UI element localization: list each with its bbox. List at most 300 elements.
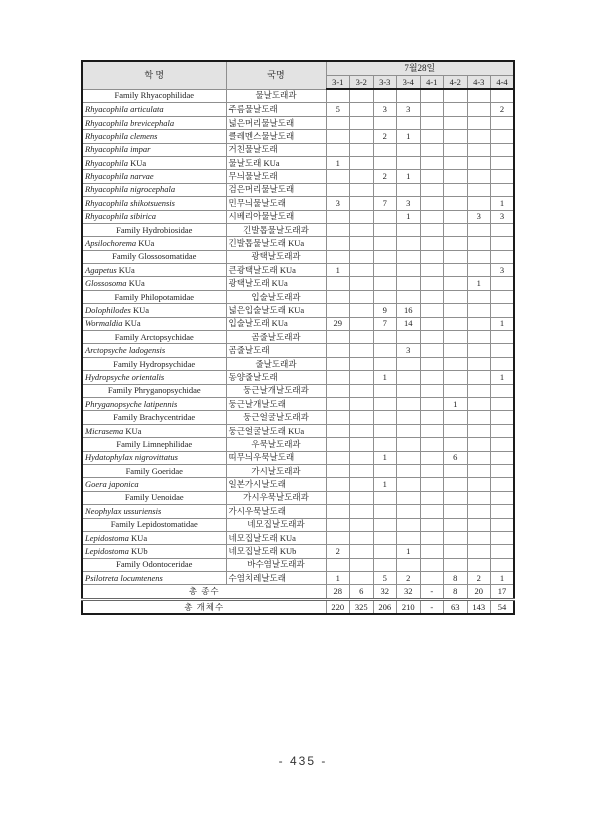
abundance-cell [350, 505, 374, 518]
species-row [82, 143, 514, 156]
species-row [82, 183, 514, 196]
korean-name-cell: 민무늬물날도래 [226, 197, 326, 210]
abundance-cell: 1 [373, 371, 397, 384]
abundance-cell [444, 384, 468, 397]
scientific-name-cell: Family Odontoceridae [82, 558, 226, 571]
abundance-cell [326, 451, 350, 464]
species-row [82, 277, 514, 290]
korean-name-cell: 네모집날도래 KUa [226, 531, 326, 544]
abundance-cell [350, 411, 374, 424]
abundance-cell [350, 210, 374, 223]
abundance-cell [397, 237, 421, 250]
abundance-cell [373, 344, 397, 357]
abundance-cell: 2 [491, 103, 515, 116]
abundance-cell [397, 491, 421, 504]
abundance-cell [467, 264, 491, 277]
abundance-cell [467, 156, 491, 169]
abundance-cell [467, 518, 491, 531]
abundance-cell [397, 478, 421, 491]
scientific-name-cell: Hydropsyche orientalis [82, 371, 226, 384]
abundance-cell [467, 103, 491, 116]
abundance-cell [326, 464, 350, 477]
species-row [82, 478, 514, 491]
abundance-cell [467, 331, 491, 344]
family-row [82, 331, 514, 344]
scientific-name-cell: Family Glossosomatidae [82, 250, 226, 263]
abundance-cell [491, 558, 515, 571]
abundance-cell [491, 424, 515, 437]
abundance-cell [420, 451, 444, 464]
korean-name-cell: 무늬물날도래 [226, 170, 326, 183]
abundance-cell [491, 290, 515, 303]
species-row [82, 545, 514, 558]
scientific-name-cell: Rhyacophila impar [82, 143, 226, 156]
abundance-cell: 3 [467, 210, 491, 223]
abundance-cell [491, 531, 515, 544]
abundance-cell [350, 116, 374, 129]
abundance-cell [467, 89, 491, 103]
abundance-cell [350, 143, 374, 156]
abundance-cell: 210 [397, 599, 421, 614]
korean-name-cell: 물날도래과 [226, 89, 326, 103]
korean-name-cell: 물날도래 KUa [226, 156, 326, 169]
abundance-cell [397, 264, 421, 277]
abundance-cell [444, 424, 468, 437]
scientific-name-cell: Rhyacophila nigrocephala [82, 183, 226, 196]
abundance-cell [467, 531, 491, 544]
abundance-cell [397, 223, 421, 236]
korean-name-cell: 둥근날개날도래과 [226, 384, 326, 397]
abundance-cell [350, 250, 374, 263]
site-header-3-4: 3-4 [397, 76, 421, 90]
abundance-cell [420, 304, 444, 317]
scientific-name-cell: Micrasema KUa [82, 424, 226, 437]
korean-name-cell: 둥근얼굴날도래 KUa [226, 424, 326, 437]
abundance-cell [467, 371, 491, 384]
abundance-cell [491, 170, 515, 183]
abundance-cell [444, 331, 468, 344]
abundance-cell [491, 183, 515, 196]
scientific-name-cell: Dolophilodes KUa [82, 304, 226, 317]
site-header-4-2: 4-2 [444, 76, 468, 90]
abundance-cell [397, 357, 421, 370]
species-row [82, 197, 514, 210]
abundance-cell [350, 572, 374, 585]
korean-name-cell: 주름물날도래 [226, 103, 326, 116]
abundance-cell [326, 344, 350, 357]
abundance-cell [350, 558, 374, 571]
abundance-cell [420, 464, 444, 477]
scientific-name-cell: Arctopsyche ladogensis [82, 344, 226, 357]
abundance-cell: 3 [397, 344, 421, 357]
abundance-cell [420, 478, 444, 491]
abundance-cell [350, 331, 374, 344]
abundance-cell [397, 331, 421, 344]
abundance-cell [420, 170, 444, 183]
family-row [82, 384, 514, 397]
abundance-cell [373, 397, 397, 410]
scientific-name-cell: Glossosoma KUa [82, 277, 226, 290]
abundance-cell [420, 116, 444, 129]
abundance-cell: 3 [491, 210, 515, 223]
abundance-cell: 2 [467, 572, 491, 585]
abundance-cell [444, 237, 468, 250]
col-header-korean-name: 국명 [226, 61, 326, 89]
abundance-cell [467, 250, 491, 263]
abundance-cell: 3 [326, 197, 350, 210]
summary-label-cell: 총 종수 [82, 585, 326, 599]
abundance-cell [397, 156, 421, 169]
scientific-name-cell: Family Hydrobiosidae [82, 223, 226, 236]
family-row [82, 290, 514, 303]
abundance-cell [350, 277, 374, 290]
abundance-cell [373, 264, 397, 277]
abundance-cell [397, 384, 421, 397]
korean-name-cell: 클레멘스물날도래 [226, 130, 326, 143]
abundance-cell [444, 491, 468, 504]
abundance-cell: 32 [373, 585, 397, 599]
abundance-cell [467, 290, 491, 303]
abundance-cell [373, 89, 397, 103]
abundance-cell [373, 143, 397, 156]
abundance-cell [350, 317, 374, 330]
abundance-cell [467, 183, 491, 196]
abundance-cell [373, 116, 397, 129]
abundance-cell [444, 545, 468, 558]
abundance-cell [350, 531, 374, 544]
abundance-cell [467, 451, 491, 464]
family-row [82, 558, 514, 571]
abundance-cell [467, 397, 491, 410]
abundance-cell [491, 344, 515, 357]
abundance-cell [444, 371, 468, 384]
abundance-cell [420, 438, 444, 451]
abundance-cell: 3 [491, 264, 515, 277]
scientific-name-cell: Family Lepidostomatidae [82, 518, 226, 531]
abundance-cell [326, 424, 350, 437]
abundance-cell [420, 183, 444, 196]
abundance-cell [420, 264, 444, 277]
abundance-cell [326, 518, 350, 531]
korean-name-cell: 줄날도래과 [226, 357, 326, 370]
abundance-cell [397, 438, 421, 451]
abundance-cell [373, 438, 397, 451]
abundance-cell: 1 [326, 156, 350, 169]
abundance-cell [326, 250, 350, 263]
abundance-cell [397, 558, 421, 571]
abundance-cell [326, 223, 350, 236]
abundance-cell [326, 237, 350, 250]
abundance-cell [350, 183, 374, 196]
abundance-cell [444, 264, 468, 277]
abundance-cell [491, 384, 515, 397]
species-row [82, 317, 514, 330]
abundance-cell [420, 411, 444, 424]
abundance-cell [326, 331, 350, 344]
abundance-cell [373, 545, 397, 558]
abundance-cell [420, 505, 444, 518]
abundance-cell [467, 304, 491, 317]
abundance-cell [444, 250, 468, 263]
korean-name-cell: 큰광택날도래 KUa [226, 264, 326, 277]
abundance-cell [326, 277, 350, 290]
abundance-cell: 3 [397, 103, 421, 116]
abundance-cell [373, 156, 397, 169]
scientific-name-cell: Phryganopsyche latipennis [82, 397, 226, 410]
abundance-cell: 8 [444, 585, 468, 599]
abundance-cell [491, 438, 515, 451]
abundance-cell [326, 304, 350, 317]
abundance-cell: 3 [373, 103, 397, 116]
abundance-cell [397, 116, 421, 129]
scientific-name-cell: Rhyacophila shikotsuensis [82, 197, 226, 210]
abundance-cell [397, 183, 421, 196]
header-row-top [82, 61, 514, 76]
abundance-cell [350, 357, 374, 370]
abundance-cell [420, 545, 444, 558]
family-row [82, 357, 514, 370]
abundance-cell [491, 277, 515, 290]
abundance-cell [373, 237, 397, 250]
abundance-cell [444, 411, 468, 424]
abundance-cell [444, 223, 468, 236]
abundance-cell [467, 344, 491, 357]
page-number: - 435 - [278, 754, 328, 768]
abundance-cell: 9 [373, 304, 397, 317]
abundance-cell [326, 438, 350, 451]
abundance-cell [397, 277, 421, 290]
korean-name-cell: 가시우묵날도래 [226, 505, 326, 518]
abundance-cell [373, 518, 397, 531]
scientific-name-cell: Family Rhyacophilidae [82, 89, 226, 103]
abundance-cell [326, 505, 350, 518]
abundance-cell [491, 143, 515, 156]
scientific-name-cell: Goera japonica [82, 478, 226, 491]
scientific-name-cell: Apsilochorema KUa [82, 237, 226, 250]
abundance-cell: 1 [491, 317, 515, 330]
abundance-cell [397, 424, 421, 437]
korean-name-cell: 긴발톱물날도래 KUa [226, 237, 326, 250]
abundance-cell [420, 156, 444, 169]
korean-name-cell: 검은머리물날도래 [226, 183, 326, 196]
abundance-cell [467, 357, 491, 370]
abundance-cell: 7 [373, 197, 397, 210]
scientific-name-cell: Family Philopotamidae [82, 290, 226, 303]
abundance-cell [350, 451, 374, 464]
korean-name-cell: 바수염날도래과 [226, 558, 326, 571]
abundance-cell [444, 464, 468, 477]
abundance-cell [326, 183, 350, 196]
abundance-cell: 1 [397, 210, 421, 223]
scientific-name-cell: Family Limnephilidae [82, 438, 226, 451]
summary-row [82, 599, 514, 614]
abundance-cell: 6 [444, 451, 468, 464]
col-header-date: 7월28일 [326, 61, 514, 76]
abundance-cell [491, 357, 515, 370]
abundance-cell: 1 [491, 371, 515, 384]
abundance-cell [491, 518, 515, 531]
abundance-cell [373, 290, 397, 303]
korean-name-cell: 띠무늬우묵날도래 [226, 451, 326, 464]
abundance-cell [420, 424, 444, 437]
abundance-cell [420, 518, 444, 531]
abundance-cell [444, 143, 468, 156]
scientific-name-cell: Family Uenoidae [82, 491, 226, 504]
family-row [82, 491, 514, 504]
species-row [82, 572, 514, 585]
korean-name-cell: 둥근날개날도래 [226, 397, 326, 410]
abundance-cell [420, 558, 444, 571]
abundance-cell [491, 130, 515, 143]
species-row [82, 397, 514, 410]
abundance-cell [326, 411, 350, 424]
korean-name-cell: 둥근얼굴날도래과 [226, 411, 326, 424]
site-header-4-4: 4-4 [491, 76, 515, 90]
abundance-cell [373, 357, 397, 370]
species-row [82, 116, 514, 129]
abundance-cell: 2 [373, 170, 397, 183]
abundance-cell [491, 491, 515, 504]
korean-name-cell: 넓은머리물날도래 [226, 116, 326, 129]
abundance-cell [326, 491, 350, 504]
abundance-cell [491, 478, 515, 491]
species-row [82, 505, 514, 518]
abundance-cell [350, 197, 374, 210]
abundance-cell [467, 505, 491, 518]
abundance-cell [373, 250, 397, 263]
site-header-3-3: 3-3 [373, 76, 397, 90]
abundance-cell: 325 [350, 599, 374, 614]
abundance-cell: 28 [326, 585, 350, 599]
abundance-cell [326, 89, 350, 103]
abundance-cell [444, 89, 468, 103]
abundance-cell [397, 89, 421, 103]
abundance-cell [326, 290, 350, 303]
abundance-cell [420, 384, 444, 397]
abundance-cell [444, 130, 468, 143]
abundance-cell [397, 451, 421, 464]
abundance-cell [326, 170, 350, 183]
abundance-cell: 2 [373, 130, 397, 143]
abundance-cell [467, 317, 491, 330]
abundance-cell [491, 156, 515, 169]
abundance-cell [373, 531, 397, 544]
korean-name-cell: 동양줄날도래 [226, 371, 326, 384]
abundance-cell: - [420, 585, 444, 599]
abundance-cell [444, 183, 468, 196]
scientific-name-cell: Rhyacophila brevicephala [82, 116, 226, 129]
species-row [82, 170, 514, 183]
abundance-cell: 17 [491, 585, 515, 599]
abundance-cell: 1 [373, 451, 397, 464]
abundance-cell [397, 411, 421, 424]
abundance-cell [326, 371, 350, 384]
species-row [82, 344, 514, 357]
abundance-cell [491, 237, 515, 250]
scientific-name-cell: Agapetus KUa [82, 264, 226, 277]
abundance-cell [491, 464, 515, 477]
abundance-cell: 2 [326, 545, 350, 558]
abundance-cell [491, 397, 515, 410]
abundance-cell [350, 130, 374, 143]
korean-name-cell: 광택날도래과 [226, 250, 326, 263]
abundance-cell [350, 371, 374, 384]
site-header-4-3: 4-3 [467, 76, 491, 90]
abundance-cell [326, 384, 350, 397]
abundance-cell [420, 357, 444, 370]
abundance-cell [420, 237, 444, 250]
abundance-cell [350, 397, 374, 410]
abundance-cell [350, 264, 374, 277]
abundance-cell [326, 143, 350, 156]
col-header-scientific-name: 학 명 [82, 61, 226, 89]
species-row [82, 156, 514, 169]
taxa-abundance-table [81, 60, 515, 615]
abundance-cell [373, 424, 397, 437]
abundance-cell [444, 531, 468, 544]
abundance-cell: 220 [326, 599, 350, 614]
abundance-cell: 16 [397, 304, 421, 317]
korean-name-cell: 입술날도래과 [226, 290, 326, 303]
scientific-name-cell: Rhyacophila narvae [82, 170, 226, 183]
abundance-cell [326, 130, 350, 143]
abundance-cell [420, 197, 444, 210]
abundance-cell [420, 89, 444, 103]
abundance-cell [373, 384, 397, 397]
scientific-name-cell: Wormaldia KUa [82, 317, 226, 330]
site-header-3-2: 3-2 [350, 76, 374, 90]
family-row [82, 464, 514, 477]
abundance-cell [444, 116, 468, 129]
abundance-cell [373, 183, 397, 196]
abundance-cell [420, 572, 444, 585]
abundance-cell [491, 250, 515, 263]
abundance-cell [397, 505, 421, 518]
abundance-cell [444, 277, 468, 290]
abundance-cell [444, 304, 468, 317]
abundance-cell [444, 478, 468, 491]
abundance-cell [420, 277, 444, 290]
scientific-name-cell: Rhyacophila clemens [82, 130, 226, 143]
species-row [82, 130, 514, 143]
abundance-cell [326, 558, 350, 571]
abundance-cell [420, 344, 444, 357]
abundance-cell [373, 505, 397, 518]
abundance-cell [444, 103, 468, 116]
abundance-cell [397, 518, 421, 531]
korean-name-cell: 가시우묵날도래과 [226, 491, 326, 504]
abundance-cell: - [420, 599, 444, 614]
abundance-cell [467, 411, 491, 424]
korean-name-cell: 일본가시날도래 [226, 478, 326, 491]
abundance-cell [444, 518, 468, 531]
abundance-cell: 1 [491, 572, 515, 585]
scientific-name-cell: Psilotreta locumtenens [82, 572, 226, 585]
species-row [82, 210, 514, 223]
abundance-cell: 1 [397, 130, 421, 143]
abundance-cell [326, 397, 350, 410]
abundance-cell [491, 411, 515, 424]
abundance-cell [491, 116, 515, 129]
abundance-cell [420, 130, 444, 143]
abundance-cell [420, 491, 444, 504]
abundance-cell: 54 [491, 599, 515, 614]
abundance-cell [420, 210, 444, 223]
species-row [82, 264, 514, 277]
abundance-cell: 7 [373, 317, 397, 330]
abundance-cell [467, 237, 491, 250]
abundance-cell [444, 210, 468, 223]
